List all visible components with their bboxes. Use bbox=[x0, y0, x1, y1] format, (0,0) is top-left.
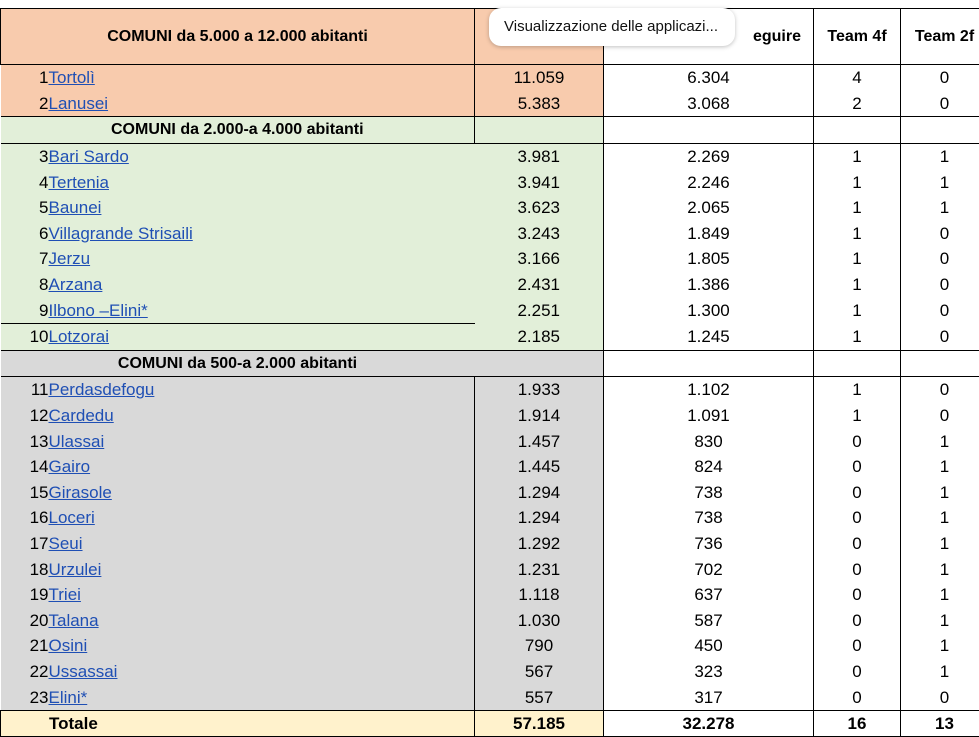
comune-link[interactable]: Ussassai bbox=[49, 662, 118, 681]
comune-link[interactable]: Osini bbox=[49, 636, 88, 655]
total-val: 32.278 bbox=[604, 710, 814, 737]
table-row: 4Tertenia 3.941 2.246 1 1 bbox=[1, 169, 979, 195]
comune-link[interactable]: Elini* bbox=[49, 688, 88, 707]
comune-link[interactable]: Talana bbox=[49, 611, 99, 630]
table-row: 1Tortolì 11.059 6.304 4 0 bbox=[1, 65, 979, 91]
table-row: 13Ulassai 1.457 830 0 1 bbox=[1, 428, 979, 454]
table-row: 18Urzulei 1.231 702 0 1 bbox=[1, 556, 979, 582]
total-label: Totale bbox=[1, 710, 475, 737]
comune-link[interactable]: Villagrande Strisaili bbox=[49, 224, 193, 243]
table-row: 23Elini* 557 317 0 0 bbox=[1, 684, 979, 710]
comune-link[interactable]: Ulassai bbox=[49, 432, 105, 451]
section-row bbox=[1, 350, 979, 377]
table-row: 15Girasole 1.294 738 0 1 bbox=[1, 480, 979, 506]
comune-link[interactable]: Cardedu bbox=[49, 406, 114, 425]
table-row: 11Perdasdefogu 1.933 1.102 1 0 bbox=[1, 377, 979, 403]
comune-link[interactable]: Gairo bbox=[49, 457, 91, 476]
comune-link[interactable]: Urzulei bbox=[49, 560, 102, 579]
comune-link[interactable]: Lotzorai bbox=[49, 327, 109, 346]
comune-link[interactable]: Baunei bbox=[49, 198, 102, 217]
comune-link[interactable]: Bari Sardo bbox=[49, 147, 129, 166]
comune-link[interactable]: Lanusei bbox=[49, 94, 109, 113]
comuni-table bbox=[0, 8, 979, 737]
table-row: 5Baunei 3.623 2.065 1 1 bbox=[1, 195, 979, 221]
comune-link[interactable]: Jerzu bbox=[49, 249, 91, 268]
total-team2f: 13 bbox=[901, 710, 979, 737]
table-row: 9Ilbono –Elini* 2.251 1.300 1 0 bbox=[1, 297, 979, 323]
table-row: 21Osini 790 450 0 1 bbox=[1, 633, 979, 659]
table-row: 2Lanusei 5.383 3.068 2 0 bbox=[1, 91, 979, 117]
comune-link[interactable]: Arzana bbox=[49, 275, 103, 294]
table-row: 3Bari Sardo 3.981 2.269 1 1 bbox=[1, 143, 979, 169]
table-row: 10Lotzorai 2.185 1.245 1 0 bbox=[1, 323, 979, 350]
comune-link[interactable]: Girasole bbox=[49, 483, 112, 502]
table-row: 19Triei 1.118 637 0 1 bbox=[1, 582, 979, 608]
total-team4f: 16 bbox=[814, 710, 901, 737]
section-row bbox=[1, 117, 979, 144]
app-tooltip: Visualizzazione delle applicazi... bbox=[489, 8, 735, 46]
section1-title: COMUNI da 5.000 a 12.000 abitanti bbox=[1, 9, 475, 65]
table-row: 12Cardedu 1.914 1.091 1 0 bbox=[1, 403, 979, 429]
comune-link[interactable]: Seui bbox=[49, 534, 83, 553]
comune-link[interactable]: Ilbono –Elini* bbox=[49, 301, 148, 320]
total-row bbox=[1, 710, 979, 737]
table-row: 20Talana 1.030 587 0 1 bbox=[1, 607, 979, 633]
total-pop: 57.185 bbox=[475, 710, 604, 737]
table-row: 16Loceri 1.294 738 0 1 bbox=[1, 505, 979, 531]
comune-link[interactable]: Triei bbox=[49, 585, 81, 604]
table-row: 14Gairo 1.445 824 0 1 bbox=[1, 454, 979, 480]
comune-link[interactable]: Perdasdefogu bbox=[49, 380, 155, 399]
col3-header: eguire bbox=[604, 9, 814, 65]
table-row: 22Ussassai 567 323 0 1 bbox=[1, 659, 979, 685]
team4f-header: Team 4f bbox=[814, 9, 901, 65]
comune-link[interactable]: Loceri bbox=[49, 508, 95, 527]
team2f-header: Team 2f bbox=[901, 9, 979, 65]
section3-title: COMUNI da 500-a 2.000 abitanti bbox=[1, 350, 475, 377]
comune-link[interactable]: Tortolì bbox=[49, 68, 95, 87]
table-row: 8Arzana 2.431 1.386 1 0 bbox=[1, 272, 979, 298]
table-row: 17Seui 1.292 736 0 1 bbox=[1, 531, 979, 557]
table-row: 7Jerzu 3.166 1.805 1 0 bbox=[1, 246, 979, 272]
comune-link[interactable]: Tertenia bbox=[49, 173, 109, 192]
section2-title: COMUNI da 2.000-a 4.000 abitanti bbox=[1, 117, 475, 144]
table-row: 6Villagrande Strisaili 3.243 1.849 1 0 bbox=[1, 221, 979, 247]
